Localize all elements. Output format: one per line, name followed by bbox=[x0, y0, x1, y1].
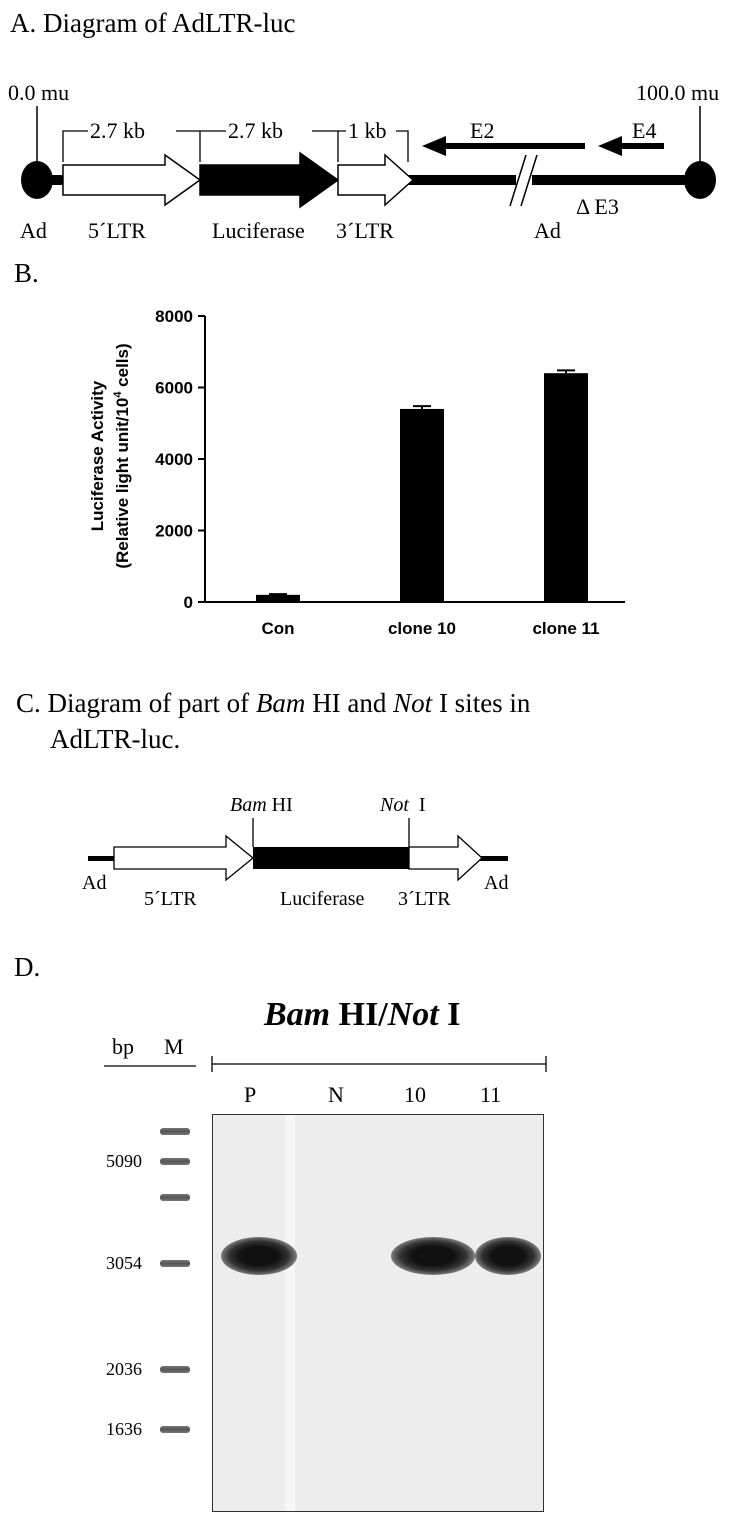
c-ad-right-label: Ad bbox=[484, 872, 509, 894]
enzyme-bam: Bam bbox=[264, 996, 331, 1033]
chart-y-tick-label: 0 bbox=[183, 593, 193, 612]
panel-c-title-prefix: C. Diagram of part of bbox=[16, 688, 256, 718]
panel-c-title-not: Not bbox=[393, 688, 433, 718]
c-ltr3-label: 3´LTR bbox=[398, 888, 451, 910]
marker-band-1 bbox=[160, 1128, 190, 1135]
chart-ylabel-tail: cells) bbox=[112, 343, 132, 392]
seg3-size: 1 kb bbox=[348, 118, 387, 143]
band-lane-p bbox=[221, 1237, 297, 1275]
ad-left-label: Ad bbox=[20, 218, 47, 243]
chart-y-tick-label: 6000 bbox=[155, 378, 193, 398]
lane-label-10: 10 bbox=[404, 1082, 426, 1107]
marker-1636: 1636 bbox=[106, 1419, 142, 1439]
ltr5-label: 5´LTR bbox=[88, 218, 146, 243]
seg1-size: 2.7 kb bbox=[90, 118, 145, 143]
chart-y-tick-label: 4000 bbox=[155, 450, 193, 469]
chart-x-tick-label: Con bbox=[261, 619, 295, 638]
lane-label-n: N bbox=[328, 1082, 344, 1107]
chart-ylabel-line1: Luciferase Activity bbox=[88, 380, 108, 532]
band-lane-11 bbox=[475, 1237, 541, 1275]
panel-a-title: A. Diagram of AdLTR-luc bbox=[10, 8, 296, 38]
marker-band-3 bbox=[160, 1194, 190, 1201]
c-ad-left-label: Ad bbox=[82, 872, 107, 894]
ltr3-label: 3´LTR bbox=[336, 218, 394, 243]
chart-ylabel-line2: (Relative light unit/10 bbox=[112, 397, 132, 569]
panel-c-title-i-sites: I sites in bbox=[432, 688, 531, 718]
panel-b-letter: B. bbox=[14, 258, 39, 288]
panel-d-letter: D. bbox=[14, 952, 41, 982]
gel-image bbox=[212, 1114, 544, 1512]
chart-ylabel-sup: 4 bbox=[112, 391, 125, 398]
chart-x-tick-label: clone 11 bbox=[532, 619, 600, 638]
enzyme-hi: HI/ bbox=[330, 996, 388, 1033]
enzyme-not: Not bbox=[387, 996, 439, 1033]
chart-y-tick-label: 8000 bbox=[155, 307, 193, 326]
marker-lane-label: M bbox=[164, 1034, 184, 1059]
marker-3054: 3054 bbox=[106, 1253, 142, 1273]
c-ltr5-label: 5´LTR bbox=[144, 888, 197, 910]
seg2-size: 2.7 kb bbox=[228, 118, 283, 143]
enzyme-i: I bbox=[438, 996, 461, 1033]
lane-label-p: P bbox=[244, 1082, 257, 1107]
marker-2036: 2036 bbox=[106, 1359, 142, 1379]
c-luciferase-label: Luciferase bbox=[280, 888, 365, 910]
marker-band-2 bbox=[160, 1158, 190, 1165]
marker-band-5 bbox=[160, 1366, 190, 1373]
e4-label: E4 bbox=[632, 118, 657, 143]
marker-band-4 bbox=[160, 1260, 190, 1267]
panel-c-title-bam: Bam bbox=[255, 688, 306, 718]
left-map-unit: 0.0 mu bbox=[8, 80, 70, 105]
lane-label-11: 11 bbox=[480, 1082, 502, 1107]
not-site-italic: Not bbox=[380, 794, 409, 816]
luciferase-label: Luciferase bbox=[212, 218, 305, 243]
gel-lane-streak bbox=[285, 1115, 295, 1511]
marker-band-6 bbox=[160, 1426, 190, 1433]
delta-e3-label: Δ E3 bbox=[576, 194, 619, 219]
bam-site-italic: Bam bbox=[230, 794, 267, 816]
ad-mid-label: Ad bbox=[534, 218, 561, 243]
right-map-unit: 100.0 mu bbox=[636, 80, 720, 105]
panel-c-title-line2: AdLTR-luc. bbox=[50, 724, 181, 754]
band-lane-10 bbox=[391, 1237, 475, 1275]
bp-label: bp bbox=[112, 1034, 134, 1059]
chart-y-tick-label: 2000 bbox=[155, 521, 193, 541]
not-site-rest: I bbox=[408, 794, 426, 816]
marker-5090: 5090 bbox=[106, 1151, 142, 1171]
chart-x-tick-label: clone 10 bbox=[387, 619, 457, 638]
e2-label: E2 bbox=[470, 118, 495, 143]
panel-c-title-hi-and: HI and bbox=[305, 688, 394, 718]
bam-site-rest: HI bbox=[266, 794, 293, 816]
